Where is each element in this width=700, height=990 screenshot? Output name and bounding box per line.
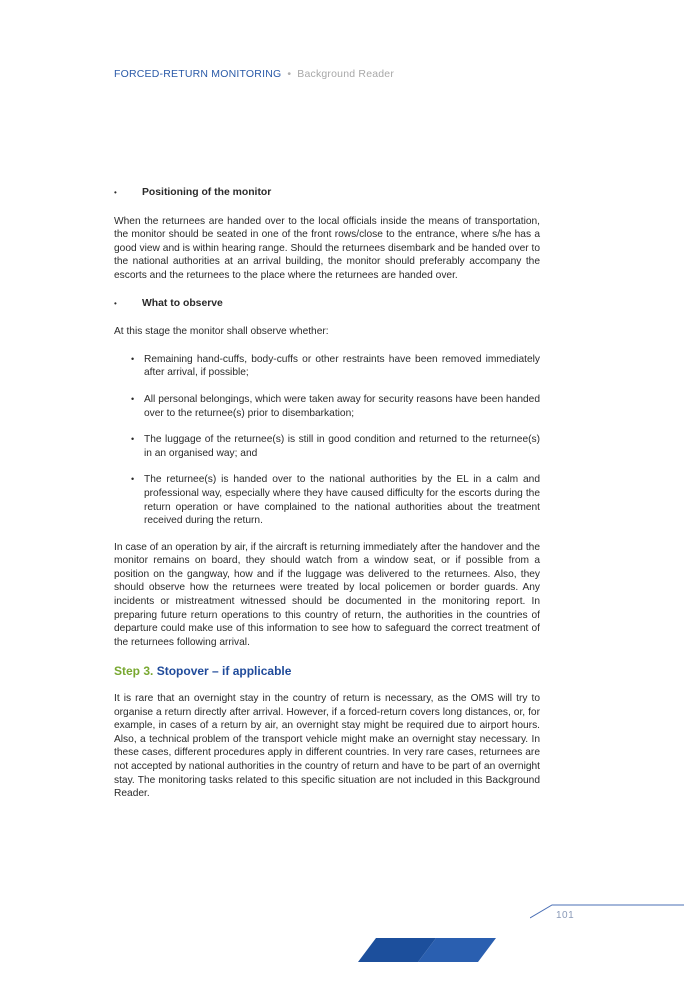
stripes-decoration-icon <box>358 938 496 962</box>
bullet-icon: • <box>131 393 135 404</box>
list-item <box>131 433 540 460</box>
paragraph-positioning: When the returnees are handed over to the local officials inside the means of transportation, the monitor should be seated in one of the front rows/close to the entrance, where s/he has a good view and is within hearing range. Should the returnees disembark and be handed over to the national authorities at an arrival building, the monitor should preferably accompany the escorts and the returnees to the place where the returnees are handed over. <box>114 215 540 281</box>
bullet-icon: • <box>131 474 135 485</box>
bullet-icon: • <box>114 298 117 308</box>
body-content <box>114 186 540 813</box>
step-number: Step 3. <box>114 664 154 679</box>
running-header <box>114 68 394 80</box>
heading-positioning-text: Positioning of the monitor <box>142 187 272 198</box>
list-item-text: Remaining hand-cuffs, body-cuffs or other restraints have been removed immediately after arrival, if possible; <box>144 353 540 379</box>
list-item-text: All personal belongings, which were taken away for security reasons have been handed over to the returnee(s) prior to disembarkation; <box>144 393 540 419</box>
bullet-icon: • <box>131 353 135 364</box>
heading-what-to-observe <box>114 297 540 311</box>
header-subtitle: Background Reader <box>297 68 395 80</box>
header-series-title: FORCED-RETURN MONITORING <box>114 68 282 80</box>
list-item-text: The returnee(s) is handed over to the national authorities by the EL in a calm and professional way, especially where they have caused difficulty for the escorts during the return operation or have complained to the national authorities about the treatment received during the return. <box>144 474 540 527</box>
heading-positioning <box>114 186 540 200</box>
header-separator: • <box>287 68 292 80</box>
bullet-icon: • <box>114 188 117 197</box>
list-item <box>131 353 540 380</box>
step-title: Stopover – if applicable <box>156 664 292 679</box>
list-item <box>131 393 540 420</box>
paragraph-observe-intro: At this stage the monitor shall observe whether: <box>114 326 329 338</box>
heading-what-to-observe-text: What to observe <box>142 297 223 309</box>
footer-rule-icon <box>530 902 684 922</box>
paragraph-stopover: It is rare that an overnight stay in the country of return is necessary, as the OMS will try to organise a return directly after arrival. However, if a forced-return covers long distances, or, for example, in cases of a return by air, an overnight stay might be required due to airport hours. Also, a technical problem of the transport vehicle might make an overnight stay necessary. In these cases, different procedures apply in different countries. In very rare cases, returnees are not accepted by national authorities in the country of return and have to be part of an overnight stay. The monitoring tasks related to this specific situation are not included in this Background Reader. <box>114 693 540 800</box>
list-item <box>131 473 540 527</box>
bullet-icon: • <box>131 434 135 445</box>
step-3-heading <box>114 665 540 679</box>
page-number: 101 <box>556 910 575 921</box>
paragraph-observe-closing: In case of an operation by air, if the aircraft is returning immediately after the handover and the monitor remains on board, they should watch from a window seat, or if possible from a position on the gangway, how and if the luggage was delivered to the returnees. Also, they should observe how the returnees were treated by local policemen or border guards. Any incidents or mistreatment witnessed should be documented in the monitoring report. In preparing future return operations to this country of return, the authorities in the countries of departure could make use of this information to see how to safeguard the correct treatment of the returnees following arrival. <box>114 541 540 648</box>
list-item-text: The luggage of the returnee(s) is still in good condition and returned to the returnee(s) in an organised way; and <box>144 434 540 459</box>
observation-list <box>114 353 540 528</box>
